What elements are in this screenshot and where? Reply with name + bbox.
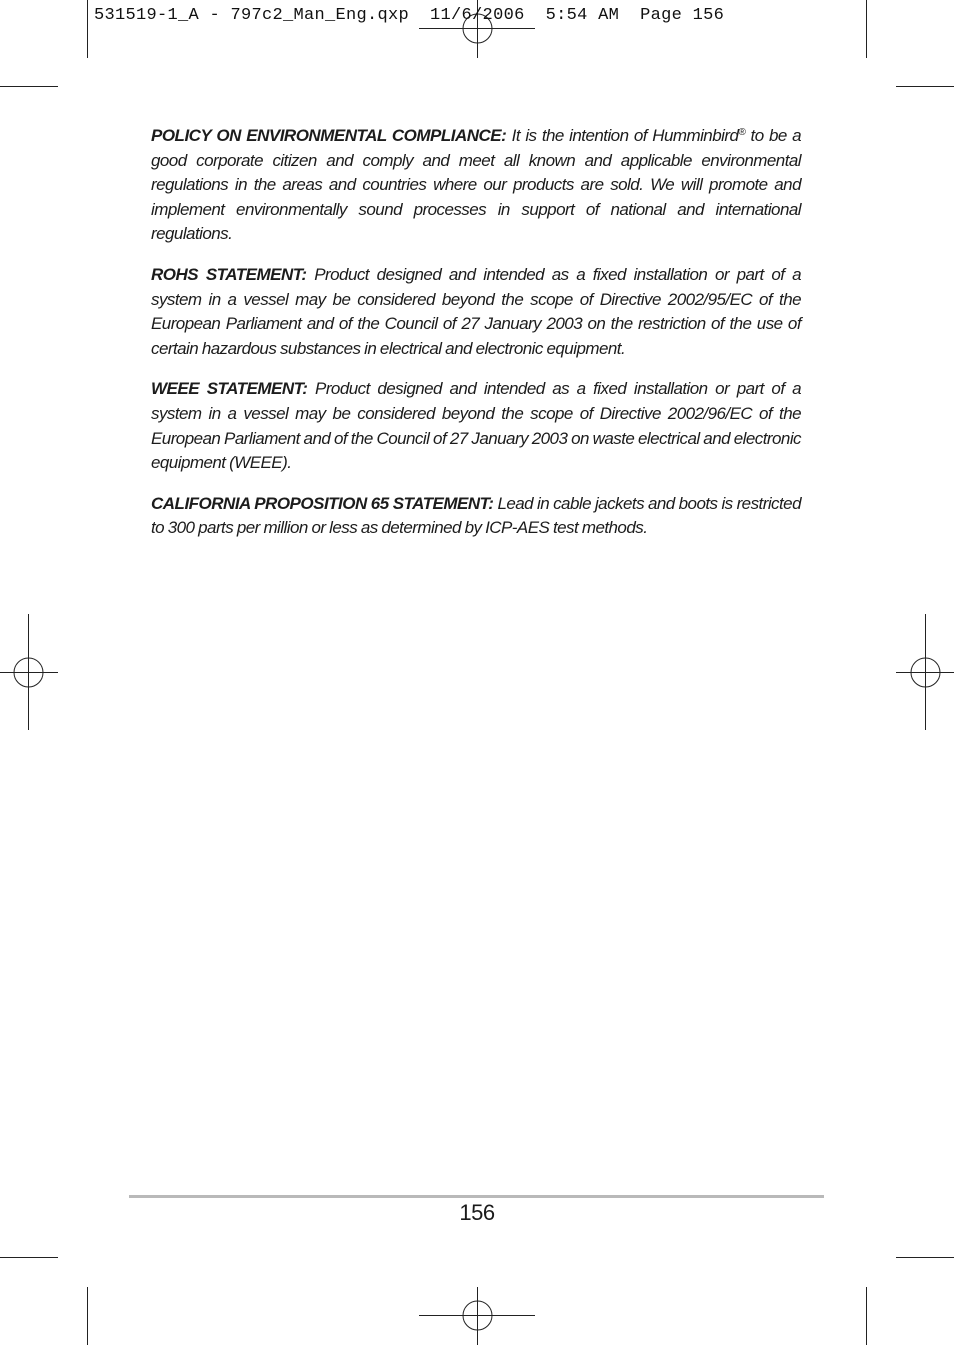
paragraph-body: Product designed and intended as a fixed installation or part of a system in a vessel may be considered beyond the scope of Directive 2002/96/EC of the European Parliament and of the Council of 27 January 2003 on waste electrical and electronic equipment (WEEE). — [151, 379, 801, 473]
registered-mark: ® — [738, 127, 746, 138]
paragraph-body: to be a good corporate citizen and comply and meet all known and applicable environmental regulations in the areas and countries where our products are sold. We will promote and implement environmentally sound processes in support of national and international regulations. — [151, 126, 801, 244]
paragraph-body: Product designed and intended as a fixed installation or part of a system in a vessel may be considered beyond the scope of Directive 2002/95/EC of the European Parliament and of the Council of 27 January 2003 on the restriction of the use of certain hazardous substances in electrical and electronic equipment. — [151, 264, 801, 358]
rohs-statement-paragraph — [151, 263, 801, 361]
paragraph-heading: ROHS STATEMENT: — [151, 264, 307, 284]
paragraph-heading: WEEE STATEMENT: — [151, 379, 308, 399]
paragraph-heading: POLICY ON ENVIRONMENTAL COMPLIANCE: — [151, 126, 507, 145]
paragraph-body: Lead in cable jackets and boots is restricted to 300 parts per million or less as determined by ICP-AES test methods. — [151, 493, 801, 538]
paragraph-body: It is the intention of Humminbird — [511, 126, 739, 145]
paragraph-heading: CALIFORNIA PROPOSITION 65 STATEMENT: — [151, 493, 494, 513]
compliance-statements — [151, 124, 801, 557]
registration-mark-left — [0, 614, 58, 730]
print-slug-line: 531519-1_A - 797c2_Man_Eng.qxp 11/6/2006 5:54 AM Page 156 — [94, 6, 725, 25]
registration-mark-right — [896, 614, 954, 730]
weee-statement-paragraph — [151, 377, 801, 475]
registration-mark-bottom — [419, 1287, 535, 1345]
environmental-policy-paragraph — [151, 124, 801, 247]
california-prop65-paragraph — [151, 492, 801, 541]
footer-rule — [129, 1195, 824, 1198]
page-number: 156 — [459, 1200, 495, 1225]
